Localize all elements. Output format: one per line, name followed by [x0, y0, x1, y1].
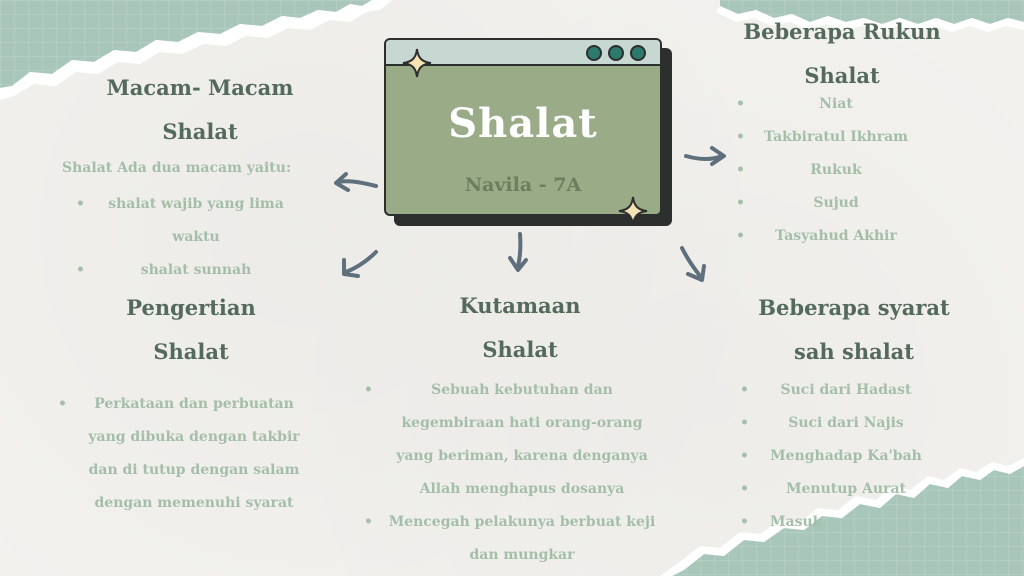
keutamaan-heading-line1: Kutamaan [459, 293, 581, 318]
list-item: • Suci dari Hadast [740, 374, 952, 407]
syarat-heading [734, 286, 974, 374]
list-item: • Masuk [740, 506, 952, 539]
arrow-icon [686, 148, 724, 164]
rukun-heading [724, 10, 960, 98]
keutamaan-heading-line2: Shalat [482, 337, 558, 362]
list-item: • shalat sunnah [76, 254, 316, 287]
keutamaan-list [364, 374, 680, 572]
list-item: • Sebuah kebutuhan dan kegembiraan hati orang-orang yang beriman, karena denganya Allah menghapus dosanya [364, 374, 680, 506]
list-item: • shalat wajib yang lima waktu [76, 188, 316, 254]
center-title: Shalat [448, 100, 598, 147]
list-item: • Mencegah pelakunya berbuat keji dan mungkar [364, 506, 680, 572]
rukun-list [736, 88, 936, 253]
pengertian-heading-line1: Pengertian [126, 295, 256, 320]
macam-list [76, 188, 316, 287]
rukun-heading-line2: Shalat [804, 63, 880, 88]
rukun-heading-line1: Beberapa Rukun [743, 19, 941, 44]
list-item: • Tasyahud Akhir [736, 220, 936, 253]
list-item: • Perkataan dan perbuatan yang dibuka dengan takbir dan di tutup dengan salam dengan memenuhi syarat [58, 388, 330, 520]
list-item: • Niat [736, 88, 936, 121]
list-item: • Menutup Aurat [740, 473, 952, 506]
pengertian-heading [96, 286, 286, 374]
arrow-icon [336, 174, 376, 190]
syarat-list [740, 374, 952, 539]
list-item: • Rukuk [736, 154, 936, 187]
arrow-icon [510, 234, 526, 270]
list-item: • Sujud [736, 187, 936, 220]
pengertian-list [58, 388, 330, 520]
list-item: • Suci dari Najis [740, 407, 952, 440]
list-item: • Takbiratul Ikhram [736, 121, 936, 154]
pengertian-heading-line2: Shalat [153, 339, 229, 364]
keutamaan-heading [420, 284, 620, 372]
macam-heading-line2: Shalat [162, 119, 238, 144]
macam-heading [90, 66, 310, 154]
macam-heading-line1: Macam- Macam [106, 75, 294, 100]
arrow-icon [682, 248, 704, 280]
macam-intro: Shalat Ada dua macam yaitu: [62, 160, 292, 176]
syarat-heading-line2: sah shalat [794, 339, 914, 364]
list-item: • Menghadap Ka'bah [740, 440, 952, 473]
center-subtitle: Navila - 7A [464, 174, 582, 196]
syarat-heading-line1: Beberapa syarat [758, 295, 950, 320]
arrow-icon [344, 252, 376, 276]
